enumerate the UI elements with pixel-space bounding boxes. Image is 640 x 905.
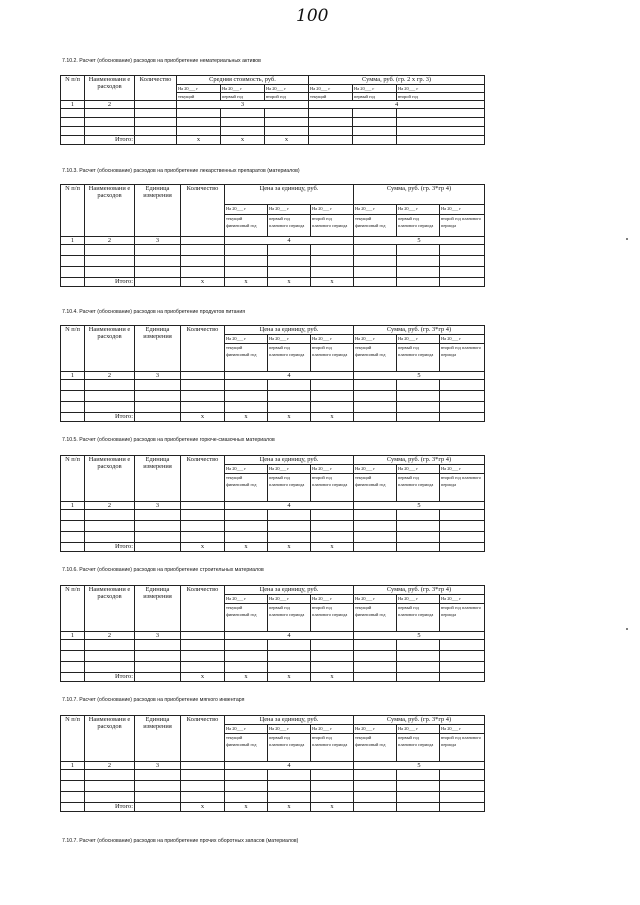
year-cell: На 20___ г bbox=[397, 595, 440, 604]
year-cell: На 20___ г bbox=[309, 85, 353, 93]
x-mark: x bbox=[311, 673, 354, 682]
year-cell: На 20___ г bbox=[225, 205, 268, 215]
header-name: Наименовани е расходов bbox=[85, 326, 135, 372]
header-name: Наименовани е расходов bbox=[85, 716, 135, 762]
year-cell: На 20___ г bbox=[225, 465, 268, 474]
column-number: 5 bbox=[354, 762, 485, 770]
year-cell: На 20___ г bbox=[311, 465, 354, 474]
year-cell: На 20___ г bbox=[397, 465, 440, 474]
x-mark: x bbox=[181, 413, 225, 422]
column-number: 3 bbox=[135, 632, 181, 640]
table-row bbox=[61, 127, 485, 136]
year-cell: На 20___ г bbox=[268, 595, 311, 604]
total-row bbox=[61, 543, 485, 552]
total-label: Итого: bbox=[85, 413, 135, 422]
period-cell: второй год bbox=[397, 93, 485, 101]
header-unit: Единица измерения bbox=[135, 716, 181, 762]
header-group-price: Средняя стоимость, руб. bbox=[177, 76, 309, 85]
header-quantity: Количество bbox=[181, 586, 225, 632]
period-cell: второй год планового периода bbox=[440, 344, 485, 372]
header-group-sum: Сумма, руб. (гр. 3*гр 4) bbox=[354, 185, 485, 205]
year-cell: На 20___ г bbox=[225, 595, 268, 604]
total-label: Итого: bbox=[85, 803, 135, 812]
total-row bbox=[61, 413, 485, 422]
x-mark: x bbox=[268, 543, 311, 552]
header-group-sum: Сумма, руб. (гр. 3*гр 4) bbox=[354, 456, 485, 465]
year-cell: На 20___ г bbox=[440, 465, 485, 474]
period-cell: второй год планового периода bbox=[311, 474, 354, 502]
header-group-sum: Сумма, руб. (гр. 3*гр 4) bbox=[354, 326, 485, 335]
header-group-sum: Сумма, руб. (гр. 3*гр 4) bbox=[354, 716, 485, 725]
header-quantity: Количество bbox=[181, 326, 225, 372]
header-quantity: Количество bbox=[135, 76, 177, 101]
header-number: N п/п bbox=[61, 586, 85, 632]
column-number-empty bbox=[181, 762, 225, 770]
total-row bbox=[61, 136, 485, 145]
column-number: 2 bbox=[85, 502, 135, 510]
x-mark: x bbox=[181, 803, 225, 812]
column-number: 3 bbox=[135, 237, 181, 245]
year-cell: На 20___ г bbox=[354, 205, 397, 215]
column-number: 2 bbox=[85, 372, 135, 380]
x-mark: x bbox=[311, 543, 354, 552]
period-cell: текущий bbox=[177, 93, 221, 101]
column-number-empty bbox=[181, 632, 225, 640]
year-cell: На 20___ г bbox=[440, 335, 485, 344]
scan-speck bbox=[626, 628, 628, 630]
year-cell: На 20___ г bbox=[311, 205, 354, 215]
period-cell: первый год планового периода bbox=[268, 344, 311, 372]
x-mark: x bbox=[268, 803, 311, 812]
year-cell: На 20___ г bbox=[354, 595, 397, 604]
table-row bbox=[61, 640, 485, 651]
x-mark: x bbox=[225, 543, 268, 552]
table-row bbox=[61, 402, 485, 413]
period-cell: первый год планового периода bbox=[397, 734, 440, 762]
period-cell: первый год планового периода bbox=[268, 734, 311, 762]
period-cell: второй год планового периода bbox=[311, 604, 354, 632]
column-number-empty bbox=[181, 372, 225, 380]
period-cell: второй год планового периода bbox=[440, 474, 485, 502]
table-caption: 7.10.7. Расчет (обоснование) расходов на приобретение мягкого инвентаря bbox=[62, 697, 245, 703]
x-mark: x bbox=[177, 136, 221, 145]
year-cell: На 20___ г bbox=[311, 725, 354, 734]
table-row bbox=[61, 380, 485, 391]
table-row bbox=[61, 651, 485, 662]
header-group-sum: Сумма, руб. (гр. 2 х гр. 3) bbox=[309, 76, 485, 85]
period-cell: второй год планового периода bbox=[311, 734, 354, 762]
x-mark: x bbox=[225, 673, 268, 682]
year-cell: На 20___ г bbox=[397, 85, 485, 93]
period-cell: первый год планового периода bbox=[397, 344, 440, 372]
intangible-assets-table bbox=[60, 75, 485, 145]
table-caption: 7.10.4. Расчет (обоснование) расходов на приобретение продуктов питания bbox=[62, 309, 246, 315]
header-quantity: Количество bbox=[181, 716, 225, 762]
period-cell: второй год планового периода bbox=[440, 604, 485, 632]
header-quantity: Количество bbox=[181, 456, 225, 502]
period-cell: первый год bbox=[221, 93, 265, 101]
column-number: 4 bbox=[225, 762, 354, 770]
header-name: Наименовани е расходов bbox=[85, 456, 135, 502]
table-row bbox=[61, 245, 485, 256]
table-row bbox=[61, 118, 485, 127]
column-number: 4 bbox=[225, 372, 354, 380]
table-row bbox=[61, 256, 485, 267]
column-number: 5 bbox=[354, 502, 485, 510]
total-row bbox=[61, 673, 485, 682]
header-number: N п/п bbox=[61, 326, 85, 372]
total-row bbox=[61, 278, 485, 287]
column-number: 5 bbox=[354, 372, 485, 380]
period-cell: текущий финансовый год bbox=[354, 474, 397, 502]
x-mark: x bbox=[181, 673, 225, 682]
period-cell: первый год планового периода bbox=[268, 604, 311, 632]
table-row bbox=[61, 109, 485, 118]
header-group-price: Цена за единицу, руб. bbox=[225, 456, 354, 465]
year-cell: На 20___ г bbox=[311, 595, 354, 604]
total-label: Итого: bbox=[85, 136, 135, 145]
period-cell: текущий финансовый год bbox=[354, 215, 397, 237]
x-mark: x bbox=[221, 136, 265, 145]
x-mark: x bbox=[181, 543, 225, 552]
total-label: Итого: bbox=[85, 673, 135, 682]
column-number: 3 bbox=[135, 372, 181, 380]
table-caption: 7.10.3. Расчет (обоснование) расходов на приобретение лекарственных препаратов (материалов) bbox=[62, 168, 300, 174]
header-number: N п/п bbox=[61, 76, 85, 101]
header-number: N п/п bbox=[61, 185, 85, 237]
year-cell: На 20___ г bbox=[440, 205, 485, 215]
column-number: 1 bbox=[61, 372, 85, 380]
year-cell: На 20___ г bbox=[397, 725, 440, 734]
year-cell: На 20___ г bbox=[225, 335, 268, 344]
column-number: 3 bbox=[135, 762, 181, 770]
year-cell: На 20___ г bbox=[353, 85, 397, 93]
column-number: 1 bbox=[61, 632, 85, 640]
year-cell: На 20___ г bbox=[440, 725, 485, 734]
column-number: 1 bbox=[61, 762, 85, 770]
period-cell: текущий финансовый год bbox=[354, 344, 397, 372]
period-cell: текущий финансовый год bbox=[225, 215, 268, 237]
column-number-empty bbox=[181, 502, 225, 510]
column-number: 3 bbox=[135, 502, 181, 510]
period-cell: текущий финансовый год bbox=[225, 604, 268, 632]
period-cell: первый год планового периода bbox=[268, 215, 311, 237]
year-cell: На 20___ г bbox=[177, 85, 221, 93]
year-cell: На 20___ г bbox=[440, 595, 485, 604]
table-row bbox=[61, 781, 485, 792]
column-number: 2 bbox=[85, 632, 135, 640]
column-number: 2 bbox=[85, 237, 135, 245]
year-cell: На 20___ г bbox=[221, 85, 265, 93]
period-cell: текущий финансовый год bbox=[354, 734, 397, 762]
column-number-empty bbox=[181, 237, 225, 245]
fuel-lubricants-table bbox=[60, 455, 485, 552]
period-cell: второй год планового периода bbox=[440, 734, 485, 762]
column-number: 2 bbox=[85, 762, 135, 770]
period-cell: первый год планового периода bbox=[397, 604, 440, 632]
period-cell: текущий финансовый год bbox=[354, 604, 397, 632]
header-unit: Единица измерения bbox=[135, 185, 181, 237]
table-row bbox=[61, 792, 485, 803]
construction-materials-table bbox=[60, 585, 485, 682]
period-cell: второй год планового периода bbox=[311, 215, 354, 237]
column-number: 4 bbox=[225, 237, 354, 245]
column-number: 1 bbox=[61, 502, 85, 510]
header-number: N п/п bbox=[61, 716, 85, 762]
column-number-empty bbox=[135, 101, 177, 109]
year-cell: На 20___ г bbox=[397, 335, 440, 344]
period-cell: первый год планового периода bbox=[268, 474, 311, 502]
period-cell: второй год планового периода bbox=[440, 215, 485, 237]
period-cell: текущий финансовый год bbox=[225, 474, 268, 502]
year-cell: На 20___ г bbox=[354, 725, 397, 734]
scan-speck bbox=[626, 238, 628, 240]
x-mark: x bbox=[225, 413, 268, 422]
period-cell: первый год планового периода bbox=[397, 215, 440, 237]
table-row bbox=[61, 391, 485, 402]
header-group-price: Цена за единицу, руб. bbox=[225, 326, 354, 335]
period-cell: второй год bbox=[265, 93, 309, 101]
table-caption: 7.10.5. Расчет (обоснование) расходов на приобретение горюче-смазочных материалов bbox=[62, 437, 275, 443]
header-name: Наименовани е расходов bbox=[85, 76, 135, 101]
header-number: N п/п bbox=[61, 456, 85, 502]
year-cell: На 20___ г bbox=[354, 335, 397, 344]
x-mark: x bbox=[311, 278, 354, 287]
x-mark: x bbox=[181, 278, 225, 287]
table-caption: 7.10.2. Расчет (обоснование) расходов на приобретение нематериальных активов bbox=[62, 58, 261, 64]
table-row bbox=[61, 267, 485, 278]
column-number: 4 bbox=[225, 632, 354, 640]
period-cell: первый год bbox=[353, 93, 397, 101]
total-label: Итого: bbox=[85, 543, 135, 552]
header-unit: Единица измерения bbox=[135, 456, 181, 502]
year-cell: На 20___ г bbox=[225, 725, 268, 734]
year-cell: На 20___ г bbox=[311, 335, 354, 344]
x-mark: x bbox=[311, 413, 354, 422]
column-number: 1 bbox=[61, 237, 85, 245]
column-number: 5 bbox=[354, 237, 485, 245]
column-number: 5 bbox=[354, 632, 485, 640]
column-number: 2 bbox=[85, 101, 135, 109]
page-number: 100 bbox=[296, 6, 329, 26]
year-cell: На 20___ г bbox=[268, 465, 311, 474]
header-unit: Единица измерения bbox=[135, 586, 181, 632]
header-group-price: Цена за единицу, руб. bbox=[225, 716, 354, 725]
year-cell: На 20___ г bbox=[268, 725, 311, 734]
header-name: Наименовани е расходов bbox=[85, 185, 135, 237]
period-cell: текущий финансовый год bbox=[225, 734, 268, 762]
x-mark: x bbox=[225, 803, 268, 812]
total-label: Итого: bbox=[85, 278, 135, 287]
period-cell: второй год планового периода bbox=[311, 344, 354, 372]
table-row bbox=[61, 521, 485, 532]
soft-inventory-table bbox=[60, 715, 485, 812]
total-row bbox=[61, 803, 485, 812]
period-cell: первый год планового периода bbox=[397, 474, 440, 502]
x-mark: x bbox=[268, 413, 311, 422]
column-number: 4 bbox=[309, 101, 485, 109]
table-row bbox=[61, 532, 485, 543]
period-cell: текущий финансовый год bbox=[225, 344, 268, 372]
x-mark: x bbox=[268, 278, 311, 287]
table-row bbox=[61, 510, 485, 521]
x-mark: x bbox=[268, 673, 311, 682]
column-number: 1 bbox=[61, 101, 85, 109]
year-cell: На 20___ г bbox=[397, 205, 440, 215]
x-mark: x bbox=[311, 803, 354, 812]
year-cell: На 20___ г bbox=[265, 85, 309, 93]
column-number: 3 bbox=[177, 101, 309, 109]
table-caption: 7.10.6. Расчет (обоснование) расходов на приобретение строительных материалов bbox=[62, 567, 264, 573]
table-caption: 7.10.7. Расчет (обоснование) расходов на приобретение прочих оборотных запасов (материалов) bbox=[62, 838, 299, 844]
year-cell: На 20___ г bbox=[354, 465, 397, 474]
table-row bbox=[61, 662, 485, 673]
column-number: 4 bbox=[225, 502, 354, 510]
x-mark: x bbox=[225, 278, 268, 287]
period-cell: текущий bbox=[309, 93, 353, 101]
header-group-sum: Сумма, руб. (гр. 3*гр 4) bbox=[354, 586, 485, 595]
year-cell: На 20___ г bbox=[268, 335, 311, 344]
medicines-table bbox=[60, 184, 485, 287]
table-row bbox=[61, 770, 485, 781]
x-mark: x bbox=[265, 136, 309, 145]
header-group-price: Цена за единицу, руб. bbox=[225, 185, 354, 205]
year-cell: На 20___ г bbox=[268, 205, 311, 215]
header-unit: Единица измерения bbox=[135, 326, 181, 372]
header-quantity: Количество bbox=[181, 185, 225, 237]
header-name: Наименовани е расходов bbox=[85, 586, 135, 632]
header-group-price: Цена за единицу, руб. bbox=[225, 586, 354, 595]
food-products-table bbox=[60, 325, 485, 422]
